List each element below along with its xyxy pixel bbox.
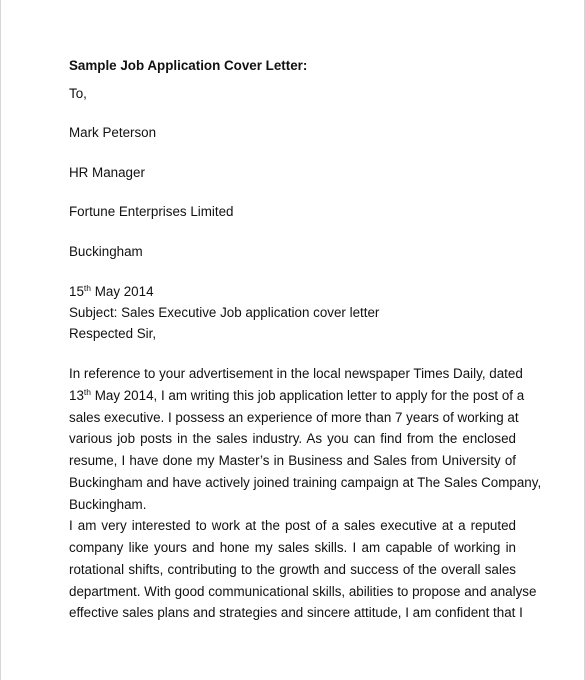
paragraph2-line3: rotational shifts, contributing to the growth and success of the overall sales — [69, 562, 516, 577]
letter-subject: Subject: Sales Executive Job application cover letter — [69, 305, 380, 320]
letter-title: Sample Job Application Cover Letter: — [69, 58, 308, 73]
paragraph1-line2 — [69, 387, 525, 404]
date-day: 15 — [69, 284, 84, 299]
paragraph2-line5: effective sales plans and strategies and sincere attitude, I am confident that I — [69, 605, 523, 620]
paragraph2-line4: department. With good communicational skills, abilities to propose and analyse — [69, 584, 537, 599]
paragraph1-line2-text: May 2014, I am writing this job application letter to apply for the post of a — [91, 388, 525, 403]
salutation-to: To, — [69, 86, 87, 101]
paragraph1-date-suffix: th — [83, 387, 91, 397]
paragraph2-line1: I am very interested to work at the post of a sales executive at a reputed — [69, 518, 516, 533]
date-suffix: th — [83, 283, 91, 293]
paragraph1-date-day: 13 — [69, 388, 84, 403]
paragraph1-line1: In reference to your advertisement in the local newspaper Times Daily, dated — [69, 366, 523, 381]
paragraph2-line2: company like yours and hone my sales skills. I am capable of working in — [69, 540, 516, 555]
letter-date — [69, 284, 154, 300]
paragraph1-line6: Buckingham and have actively joined training campaign at The Sales Company, — [69, 475, 542, 490]
recipient-position: HR Manager — [69, 165, 145, 180]
paragraph1-line5: resume, I have done my Master’s in Business and Sales from University of — [69, 453, 516, 468]
recipient-company: Fortune Enterprises Limited — [69, 204, 234, 219]
letter-greeting: Respected Sir, — [69, 326, 157, 341]
paragraph1-line7: Buckingham. — [69, 497, 147, 512]
paragraph1-line3: sales executive. I possess an experience of more than 7 years of working at — [69, 410, 519, 425]
date-rest: May 2014 — [91, 284, 154, 299]
recipient-name: Mark Peterson — [69, 125, 157, 140]
paragraph1-line4: various job posts in the sales industry. As you can find from the enclosed — [69, 431, 516, 446]
recipient-city: Buckingham — [69, 244, 143, 259]
